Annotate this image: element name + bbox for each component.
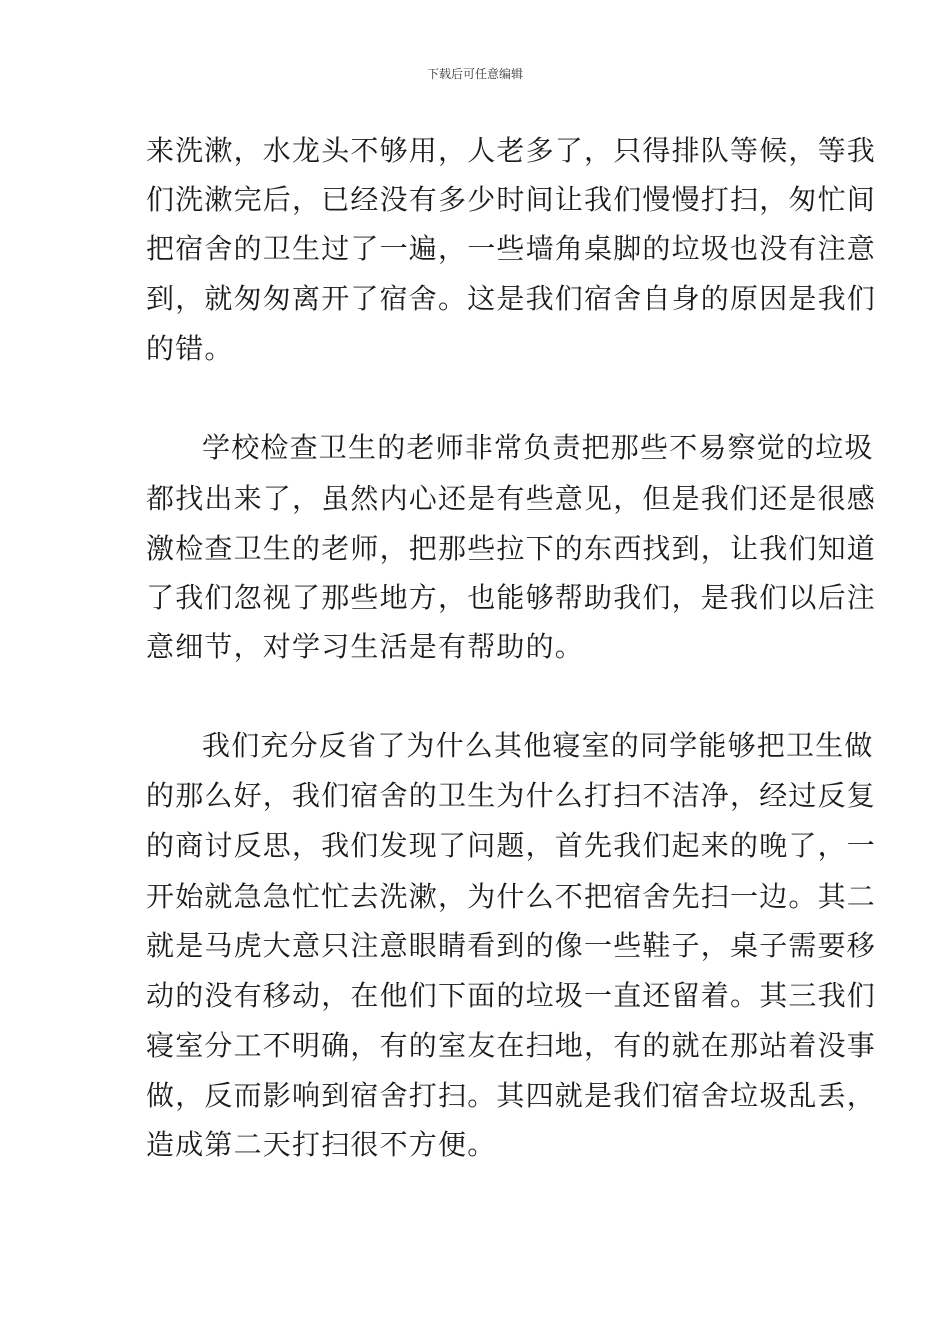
paragraph-3-line-8: 做，反而影响到宿舍打扫。其四就是我们宿舍垃圾乱丢， bbox=[146, 1079, 877, 1112]
header-note: 下载后可任意编辑 bbox=[426, 67, 523, 81]
paragraph-3-line-6: 动的没有移动，在他们下面的垃圾一直还留着。其三我们 bbox=[146, 979, 877, 1012]
paragraph-2-line-2: 都找出来了，虽然内心还是有些意见，但是我们还是很感 bbox=[146, 482, 877, 515]
paragraph-3-line-1: 我们充分反省了为什么其他寝室的同学能够把卫生做 bbox=[202, 729, 874, 762]
paragraph-3-line-7: 寝室分工不明确，有的室友在扫地，有的就在那站着没事 bbox=[146, 1029, 877, 1062]
paragraph-2-line-4: 了我们忽视了那些地方，也能够帮助我们，是我们以后注 bbox=[146, 581, 877, 614]
paragraph-2-line-5: 意细节，对学习生活是有帮助的。 bbox=[146, 630, 585, 663]
paragraph-3-line-2: 的那么好，我们宿舍的卫生为什么打扫不洁净，经过反复 bbox=[146, 779, 877, 812]
paragraph-3-line-9: 造成第二天打扫很不方便。 bbox=[146, 1128, 497, 1161]
paragraph-1-line-3: 把宿舍的卫生过了一遍，一些墙角桌脚的垃圾也没有注意 bbox=[146, 232, 877, 265]
paragraph-3-line-5: 就是马虎大意只注意眼睛看到的像一些鞋子，桌子需要移 bbox=[146, 929, 877, 962]
paragraph-2-line-1: 学校检查卫生的老师非常负责把那些不易察觉的垃圾 bbox=[202, 431, 874, 464]
paragraph-1-line-2: 们洗漱完后，已经没有多少时间让我们慢慢打扫，匆忙间 bbox=[146, 183, 877, 216]
paragraph-1-line-1: 来洗漱，水龙头不够用，人老多了，只得排队等候，等我 bbox=[146, 134, 877, 167]
paragraph-1-line-4: 到，就匆匆离开了宿舍。这是我们宿舍自身的原因是我们 bbox=[146, 282, 877, 315]
paragraph-3-line-3: 的商讨反思，我们发现了问题，首先我们起来的晚了，一 bbox=[146, 829, 877, 862]
paragraph-2-line-3: 激检查卫生的老师，把那些拉下的东西找到，让我们知道 bbox=[146, 532, 877, 565]
paragraph-1-line-5: 的错。 bbox=[146, 332, 234, 365]
paragraph-3-line-4: 开始就急急忙忙去洗漱，为什么不把宿舍先扫一边。其二 bbox=[146, 880, 877, 913]
